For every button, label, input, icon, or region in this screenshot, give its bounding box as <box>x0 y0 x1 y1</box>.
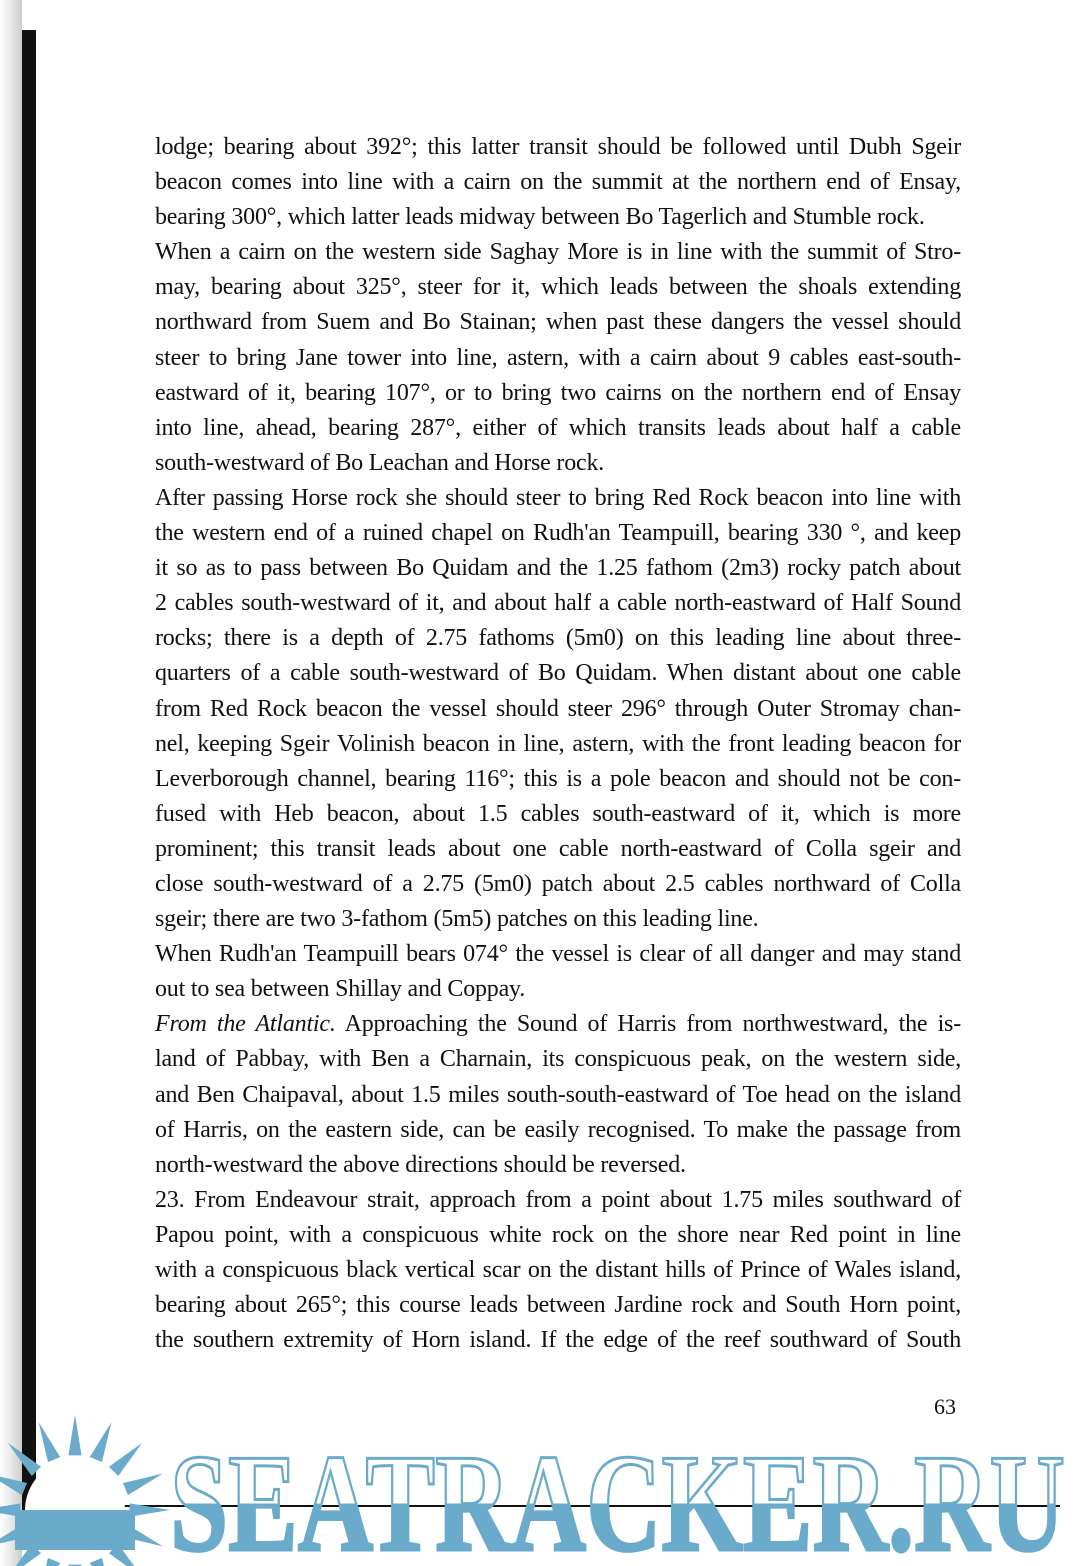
text-line: bearing about 265°; this course leads between Jardine rock and South Horn point, <box>155 1292 961 1319</box>
text-line: north-westward the above directions should be reversed. <box>155 1151 686 1178</box>
watermark-text: SEATRACKER.RU <box>170 1426 1065 1566</box>
text-line: south-westward of Bo Leachan and Horse rock. <box>155 449 605 476</box>
text-line: beacon comes into line with a cairn on the summit at the northern end of Ensay, <box>155 169 961 196</box>
text-line: quarters of a cable south-westward of Bo Quidam. When distant about one cable <box>155 660 961 687</box>
body-text <box>155 130 961 1358</box>
text-line: Leverborough channel, bearing 116°; this is a pole beacon and should not be con- <box>155 765 961 792</box>
text-line: lodge; bearing about 392°; this latter transit should be followed until Dubh Sgeir <box>155 134 961 160</box>
text-line: When Rudh'an Teampuill bears 074° the vessel is clear of all danger and may stand <box>155 941 961 968</box>
page-number: 63 <box>934 1394 956 1419</box>
text-line: 23. From Endeavour strait, approach from a point about 1.75 miles southward of <box>155 1186 961 1213</box>
sun-icon <box>0 1415 170 1566</box>
text-line: land of Pabbay, with Ben a Charnain, its conspicuous peak, on the western side, <box>155 1046 961 1073</box>
scan-edge-shadow <box>0 0 22 1566</box>
text-line: Papou point, with a conspicuous white rock on the shore near Red point in line <box>155 1221 961 1248</box>
text-line: northward from Suem and Bo Stainan; when past these dangers the vessel should <box>155 309 961 336</box>
binding-edge <box>22 30 36 1510</box>
text-line: When a cairn on the western side Saghay More is in line with the summit of Stro- <box>155 239 961 266</box>
text-line: 2 cables south-westward of it, and about half a cable north-eastward of Half Sound <box>155 590 961 617</box>
text-line: the southern extremity of Horn island. If the edge of the reef southward of South <box>155 1327 961 1354</box>
text-line: eastward of it, bearing 107°, or to bring two cairns on the northern end of Ensay <box>155 379 961 406</box>
text-line: and Ben Chaipaval, about 1.5 miles south-south-eastward of Toe head on the island <box>155 1081 961 1108</box>
text-line: from Red Rock beacon the vessel should steer 296° through Outer Stromay chan- <box>155 695 961 722</box>
text-line: prominent; this transit leads about one cable north-eastward of Colla sgeir and <box>155 835 961 862</box>
text-line: of Harris, on the eastern side, can be easily recognised. To make the passage from <box>155 1116 961 1143</box>
text-line: nel, keeping Sgeir Volinish beacon in line, astern, with the front leading beacon for <box>155 730 961 757</box>
text-line: it so as to pass between Bo Quidam and the 1.25 fathom (2m3) rocky patch about <box>155 555 961 582</box>
text-line: out to sea between Shillay and Coppay. <box>155 976 526 1003</box>
text-line: rocks; there is a depth of 2.75 fathoms (5m0) on this leading line about three- <box>155 625 961 652</box>
text-line: close south-westward of a 2.75 (5m0) patch about 2.5 cables northward of Colla <box>155 870 961 897</box>
text-line: From the Atlantic. Approaching the Sound of Harris from northwestward, the is- <box>155 1011 961 1038</box>
text-line: fused with Heb beacon, about 1.5 cables south-eastward of it, which is more <box>155 800 961 827</box>
text-line: After passing Horse rock she should steer to bring Red Rock beacon into line with <box>155 484 961 511</box>
text-line: into line, ahead, bearing 287°, either of which transits leads about half a cable <box>155 414 961 441</box>
text-line: steer to bring Jane tower into line, astern, with a cairn about 9 cables east-south- <box>155 344 961 371</box>
text-line: with a conspicuous black vertical scar on the distant hills of Prince of Wales island, <box>155 1257 961 1283</box>
text-line: bearing 300°, which latter leads midway between Bo Tagerlich and Stumble rock. <box>155 204 925 231</box>
text-line: the western end of a ruined chapel on Rudh'an Teampuill, bearing 330 °, and keep <box>155 520 961 547</box>
watermark-logo <box>0 1405 1080 1566</box>
text-line: may, bearing about 325°, steer for it, which leads between the shoals extending <box>155 274 961 301</box>
text-line: sgeir; there are two 3-fathom (5m5) patches on this leading line. <box>155 906 759 933</box>
